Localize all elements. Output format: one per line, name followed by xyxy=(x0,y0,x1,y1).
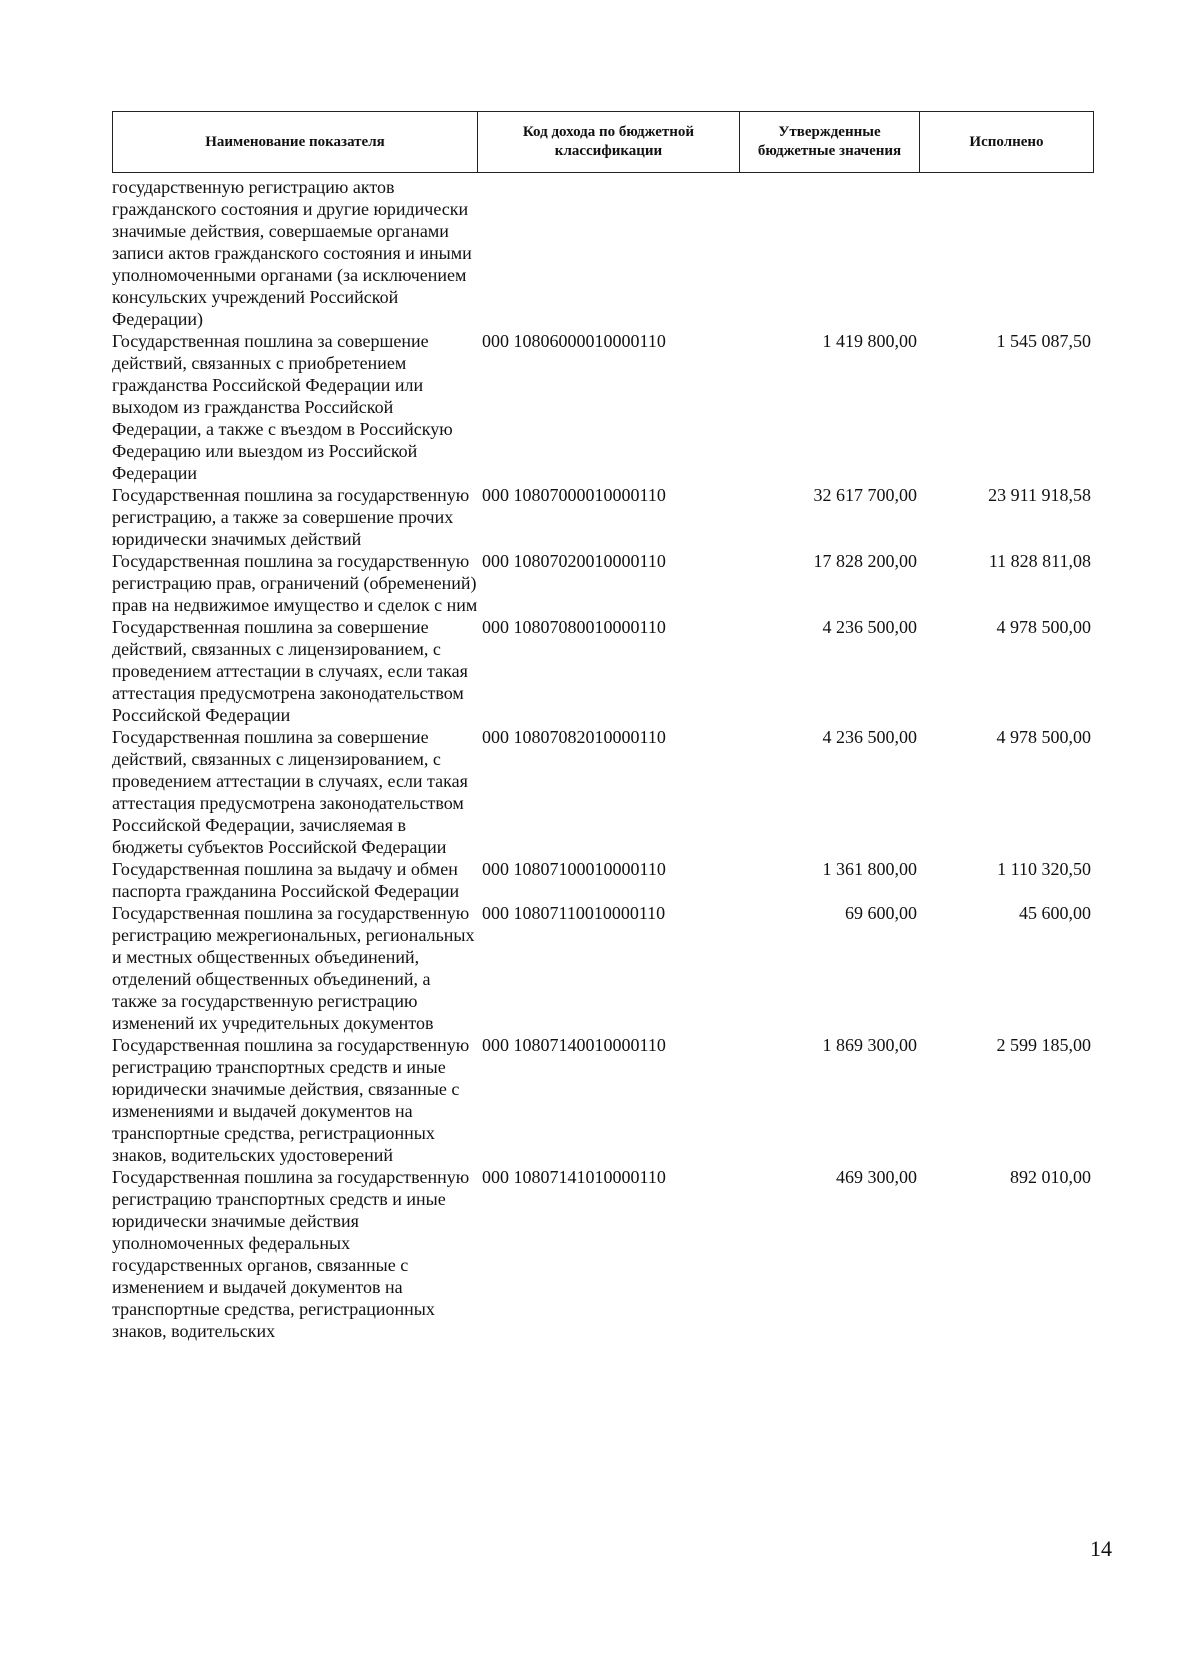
table-row xyxy=(112,616,1093,726)
table-row xyxy=(112,330,1093,484)
header-executed: Исполнено xyxy=(920,112,1094,173)
row-name: Государственная пошлина за выдачу и обмен паспорта гражданина Российской Федерации xyxy=(112,859,460,901)
row-approved: 469 300,00 xyxy=(836,1167,917,1187)
row-approved: 1 419 800,00 xyxy=(822,331,917,351)
row-executed: 1 110 320,50 xyxy=(997,859,1091,879)
header-name: Наименование показателя xyxy=(113,112,478,173)
table-body xyxy=(112,176,1093,1342)
row-name: Государственная пошлина за государственную регистрацию транспортных средств и иные юридически значимые действия уполномоченных федеральных государственных органов, связанные с изменением и выдачей документов на транспортные средства, регистрационных знаков, водительских xyxy=(112,1167,470,1341)
row-executed: 892 010,00 xyxy=(1010,1167,1091,1187)
row-executed: 1 545 087,50 xyxy=(996,331,1091,351)
row-name: Государственная пошлина за совершение действий, связанных с приобретением гражданства Российской Федерации или выходом из гражданства Российской Федерации, а также с въездом в Российскую Федерацию или выездом из Российской Федерации xyxy=(112,331,453,483)
table-row xyxy=(112,484,1093,550)
row-code: 000 10807100010000110 xyxy=(482,859,666,879)
row-name: Государственная пошлина за совершение действий, связанных с лицензированием, с проведением аттестации в случаях, если такая аттестация предусмотрена законодательством Российской Федерации xyxy=(112,617,468,725)
row-approved: 4 236 500,00 xyxy=(822,617,917,637)
table-row xyxy=(112,550,1093,616)
row-name: государственную регистрацию актов гражданского состояния и другие юридически значимые действия, совершаемые органами записи актов гражданского состояния и иными уполномоченными органами (за исключением консульских учреждений Российской Федерации) xyxy=(112,177,472,329)
table-row xyxy=(112,1034,1093,1166)
row-code: 000 10806000010000110 xyxy=(482,331,666,351)
row-executed: 23 911 918,58 xyxy=(988,485,1091,505)
page-number: 14 xyxy=(1090,1536,1112,1561)
row-approved: 4 236 500,00 xyxy=(822,727,917,747)
header-code: Код дохода по бюджетной классификации xyxy=(478,112,740,173)
row-approved: 1 869 300,00 xyxy=(822,1035,917,1055)
row-approved: 69 600,00 xyxy=(845,903,917,923)
row-executed: 11 828 811,08 xyxy=(988,551,1091,571)
table-row xyxy=(112,176,1093,330)
row-executed: 2 599 185,00 xyxy=(996,1035,1091,1055)
row-name: Государственная пошлина за совершение действий, связанных с лицензированием, с проведением аттестации в случаях, если такая аттестация предусмотрена законодательством Российской Федерации, зачисляемая в бюджеты субъектов Российской Федерации xyxy=(112,727,468,857)
table-header xyxy=(112,111,1094,173)
row-code: 000 10807020010000110 xyxy=(482,551,666,571)
row-name: Государственная пошлина за государственную регистрацию транспортных средств и иные юридически значимые действия, связанные с изменениями и выдачей документов на транспортные средства, регистрационных знаков, водительских удостоверений xyxy=(112,1035,470,1165)
header-approved: Утвержденные бюджетные значения xyxy=(740,112,920,173)
table-row xyxy=(112,858,1093,902)
row-code: 000 10807000010000110 xyxy=(482,485,666,505)
row-name: Государственная пошлина за государственную регистрацию прав, ограничений (обременений) прав на недвижимое имущество и сделок с ним xyxy=(112,551,478,615)
row-code: 000 10807110010000110 xyxy=(482,903,666,923)
row-code: 000 10807140010000110 xyxy=(482,1035,666,1055)
row-executed: 45 600,00 xyxy=(1019,903,1091,923)
table-row xyxy=(112,1166,1093,1342)
row-approved: 1 361 800,00 xyxy=(822,859,917,879)
row-code: 000 10807082010000110 xyxy=(482,727,666,747)
table-row xyxy=(112,726,1093,858)
row-approved: 17 828 200,00 xyxy=(813,551,917,571)
table-row xyxy=(112,902,1093,1034)
row-approved: 32 617 700,00 xyxy=(813,485,917,505)
row-name: Государственная пошлина за государственную регистрацию, а также за совершение прочих юридически значимых действий xyxy=(112,485,470,549)
row-executed: 4 978 500,00 xyxy=(996,617,1091,637)
row-executed: 4 978 500,00 xyxy=(996,727,1091,747)
row-name: Государственная пошлина за государственную регистрацию межрегиональных, региональных и местных общественных объединений, отделений общественных объединений, а также за государственную регистрацию изменений их учредительных документов xyxy=(112,903,475,1033)
row-code: 000 10807080010000110 xyxy=(482,617,666,637)
row-code: 000 10807141010000110 xyxy=(482,1167,666,1187)
